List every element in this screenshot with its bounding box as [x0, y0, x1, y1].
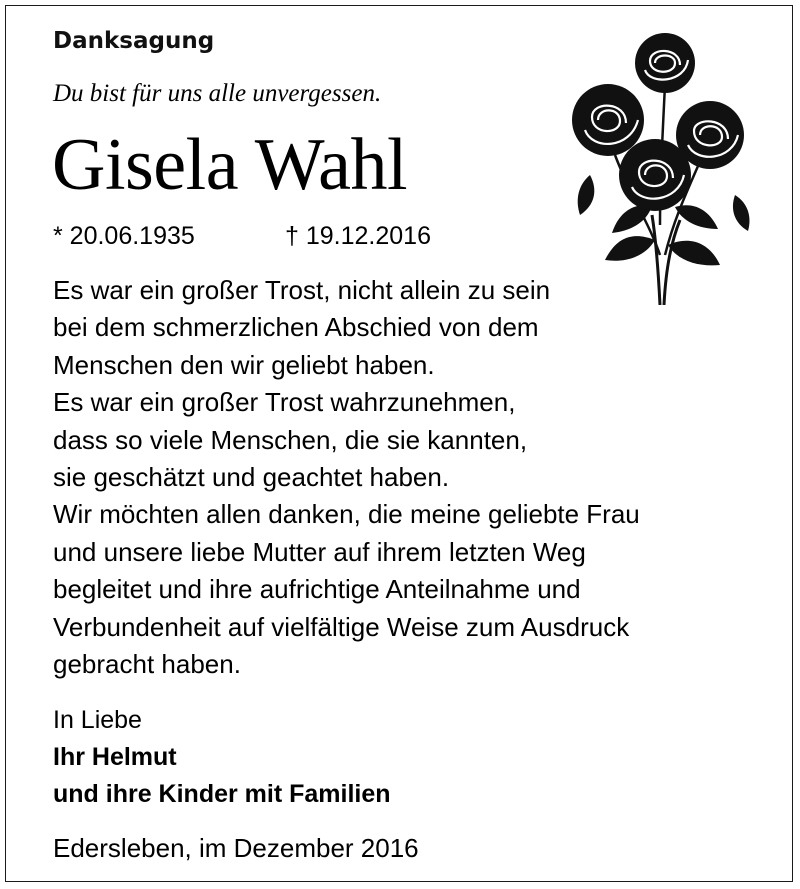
place-and-date: Edersleben, im Dezember 2016: [53, 833, 419, 863]
text-line: Es war ein großer Trost wahrzunehmen,: [53, 387, 516, 418]
text-line: sie geschätzt und geachtet haben.: [53, 462, 450, 493]
signoff: [53, 702, 391, 813]
deceased-name: Gisela Wahl: [52, 124, 408, 206]
text-line: Verbundenheit auf vielfältige Weise zum Ausdruck: [53, 611, 630, 642]
signature-secondary: und ihre Kinder mit Familien: [53, 780, 391, 808]
thanks-text: [53, 272, 753, 683]
notice-heading: Danksagung: [53, 28, 215, 54]
closing-text: In Liebe: [53, 706, 142, 734]
notice-motto: Du bist für uns alle unvergessen.: [53, 80, 382, 107]
text-line: bei dem schmerzlichen Abschied von dem: [53, 312, 539, 343]
text-line: begleitet und ihre aufrichtige Anteilnahme und: [53, 574, 581, 605]
text-line: dass so viele Menschen, die sie kannten,: [53, 424, 528, 455]
text-line: Es war ein großer Trost, nicht allein zu sein: [53, 275, 551, 305]
signature-primary: Ihr Helmut: [53, 743, 177, 771]
text-line: gebracht haben.: [53, 649, 241, 680]
birth-date: * 20.06.1935: [53, 222, 195, 250]
text-line: und unsere liebe Mutter auf ihrem letzten Weg: [53, 536, 586, 567]
text-line: Menschen den wir geliebt haben.: [53, 349, 435, 380]
text-line: Wir möchten allen danken, die meine geliebte Frau: [53, 499, 640, 530]
death-date: † 19.12.2016: [285, 222, 431, 250]
roses-bouquet-icon: [560, 25, 765, 305]
